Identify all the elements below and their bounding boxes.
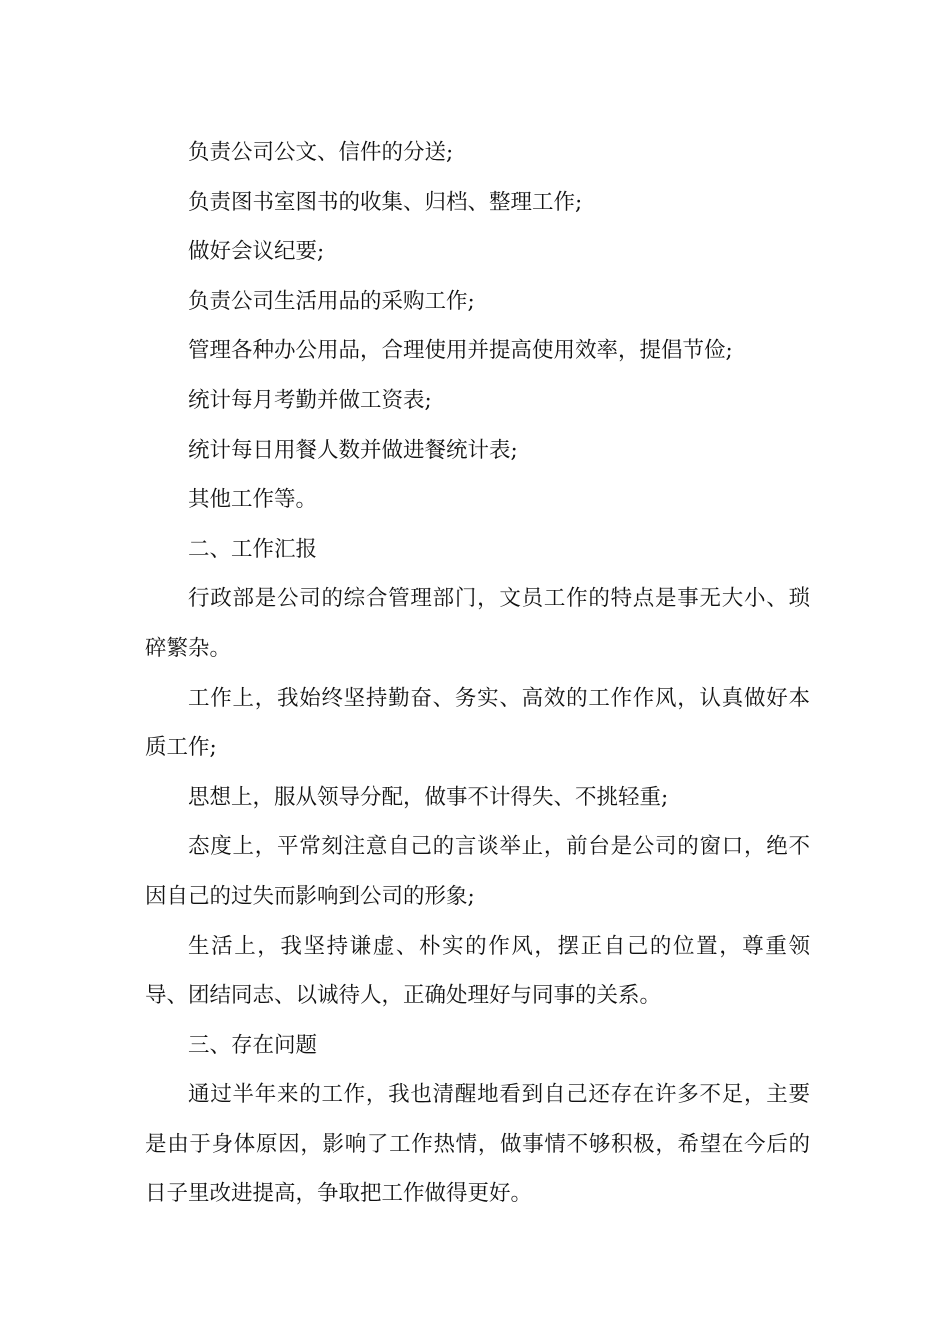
body-paragraph: 工作上，我始终坚持勤奋、务实、高效的工作作风，认真做好本质工作; (145, 685, 810, 761)
section-heading-work-report: 二、工作汇报 (188, 536, 318, 562)
duty-item: 管理各种办公用品，合理使用并提高使用效率，提倡节俭; (188, 338, 733, 364)
section-heading-existing-problems: 三、存在问题 (188, 1032, 318, 1058)
body-paragraph: 通过半年来的工作，我也清醒地看到自己还存在许多不足，主要是由于身体原因，影响了工作热情，做事情不够积极，希望在今后的日子里改进提高，争取把工作做得更好。 (145, 1082, 810, 1207)
body-paragraph: 态度上，平常刻注意自己的言谈举止，前台是公司的窗口，绝不因自己的过失而影响到公司的形象; (145, 834, 810, 909)
body-paragraph: 生活上，我坚持谦虚、朴实的作风，摆正自己的位置，尊重领导、团结同志、以诚待人，正确处理好与同事的关系。 (145, 933, 810, 1009)
body-paragraph: 行政部是公司的综合管理部门，文员工作的特点是事无大小、琐碎繁杂。 (145, 586, 810, 661)
document-body (145, 128, 810, 1219)
duty-item: 统计每月考勤并做工资表; (188, 387, 432, 413)
duty-item: 负责图书室图书的收集、归档、整理工作; (188, 189, 583, 215)
body-paragraph: 思想上，服从领导分配，做事不计得失、不挑轻重; (188, 784, 669, 810)
duty-item: 负责公司公文、信件的分送; (188, 140, 454, 165)
duty-item: 负责公司生活用品的采购工作; (188, 288, 475, 314)
duty-item: 做好会议纪要; (188, 239, 325, 265)
duty-item: 统计每日用餐人数并做进餐统计表; (188, 437, 518, 463)
duty-item: 其他工作等。 (188, 487, 318, 513)
